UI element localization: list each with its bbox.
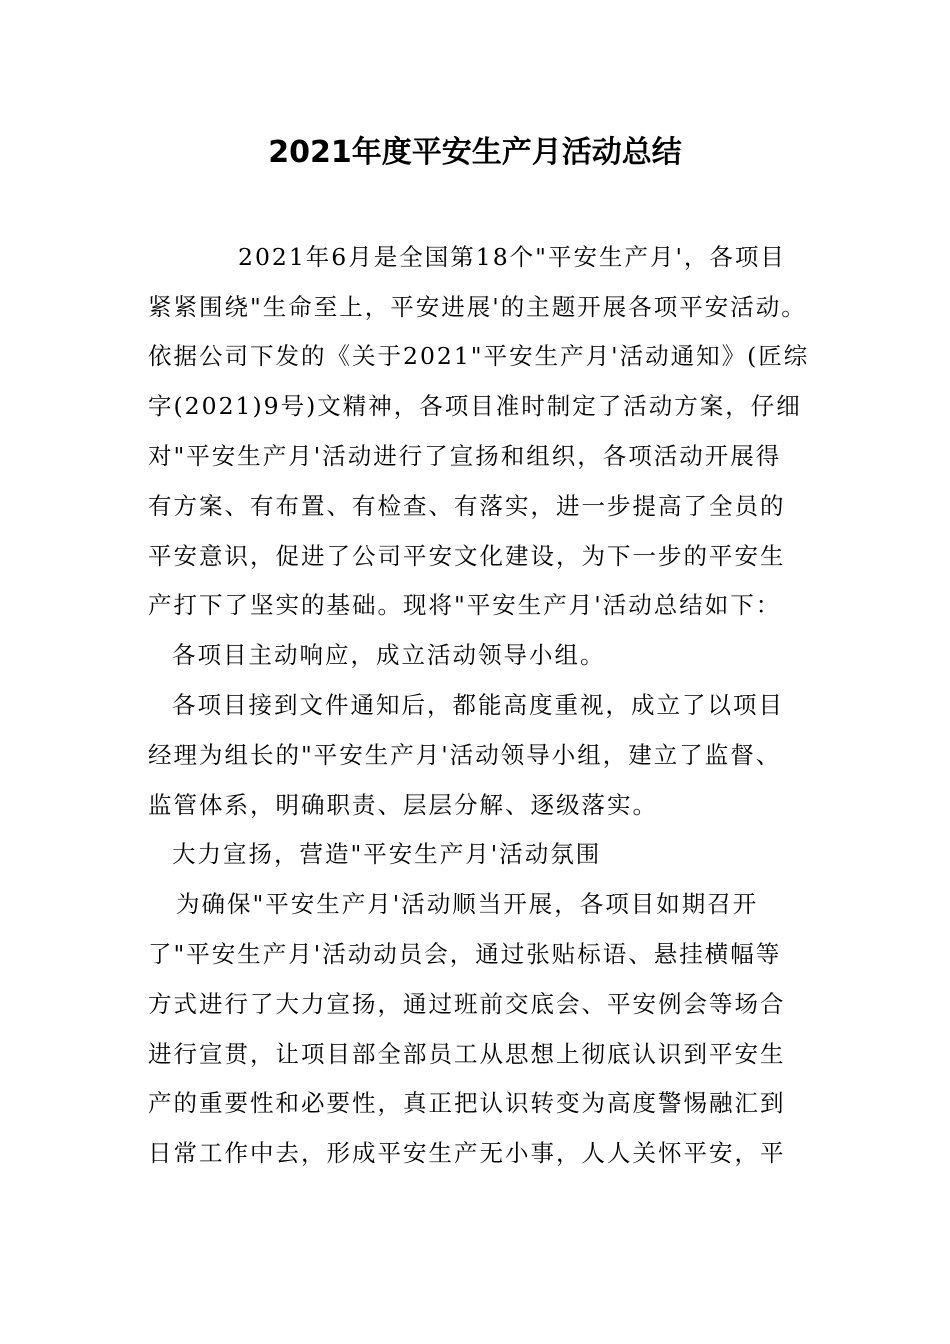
text-line: 字(2021)9号)文精神，各项目准时制定了活动方案，仔细 [148,392,802,420]
text-line: 为确保"平安生产月'活动顺当开展，各项目如期召开 [176,890,759,918]
text-line: 产打下了坚实的基础。现将"平安生产月'活动总结如下： [148,591,782,619]
text-line: 2021年6月是全国第18个"平安生产月'，各项目 [238,243,786,271]
text-line: 了"平安生产月'活动动员会，通过张贴标语、悬挂横幅等 [148,940,782,968]
text-line: 监管体系，明确职责、层层分解、逐级落实。 [148,791,658,819]
section-heading: 大力宣扬，营造"平安生产月'活动氛围 [172,840,602,868]
text-line: 有方案、有布置、有检查、有落实，进一步提高了全员的 [148,492,786,520]
document-title: 2021年度平安生产月活动总结 [268,135,682,170]
text-line: 各项目接到文件通知后，都能高度重视，成立了以项目 [172,691,784,719]
text-line: 对"平安生产月'活动进行了宣扬和组织，各项活动开展得 [148,442,782,470]
text-line: 进行宣贯，让项目部全部员工从思想上彻底认识到平安生 [148,1040,786,1068]
text-line: 产的重要性和必要性，真正把认识转变为高度警惕融汇到 [148,1089,786,1117]
text-line: 方式进行了大力宣扬，通过班前交底会、平安例会等场合 [148,990,786,1018]
text-line: 紧紧围绕"生命至上，平安进展'的主题开展各项平安活动。 [148,293,807,321]
text-line: 平安意识，促进了公司平安文化建设，为下一步的平安生 [148,542,786,570]
section-heading: 各项目主动响应，成立活动领导小组。 [172,641,606,669]
text-line: 依据公司下发的《关于2021"平安生产月'活动通知》(匠综 [148,342,810,370]
text-line: 经理为组长的"平安生产月'活动领导小组，建立了监督、 [148,741,782,769]
text-line: 日常工作中去，形成平安生产无小事，人人关怀平安，平 [148,1139,786,1167]
